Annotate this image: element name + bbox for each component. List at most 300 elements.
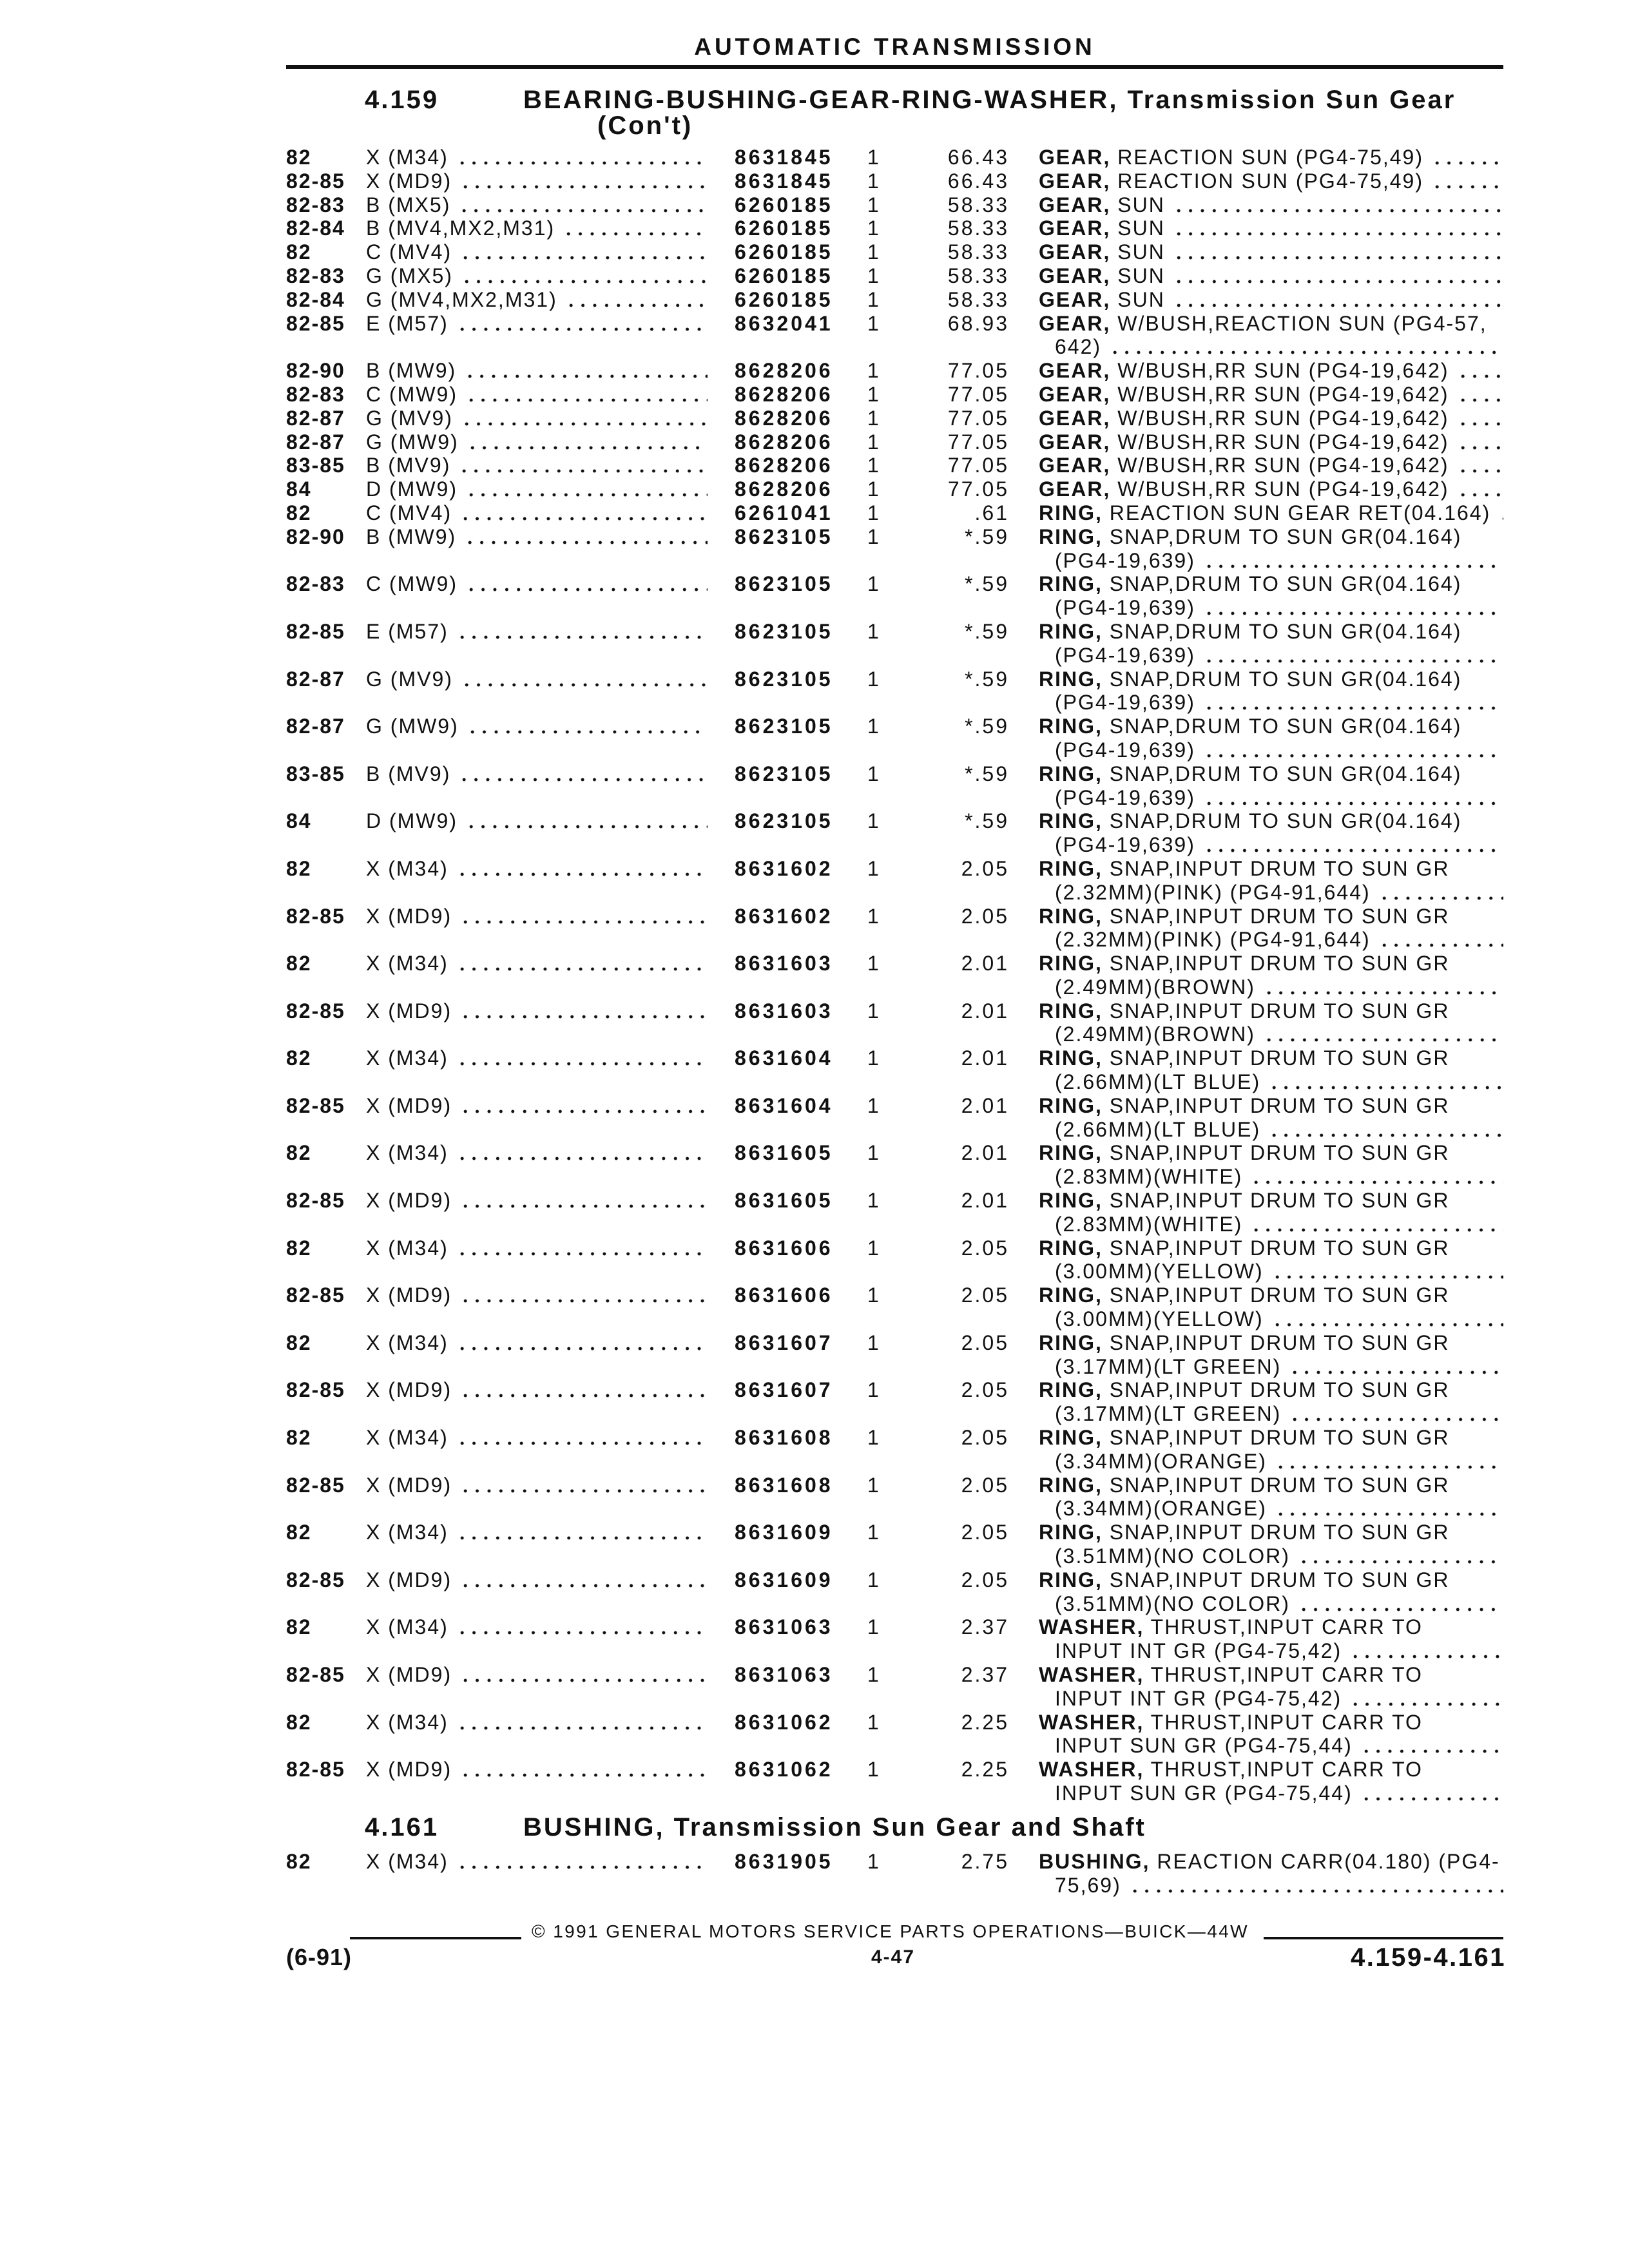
row-application-cell (366, 1378, 735, 1426)
row-price: 2.75 (961, 1849, 1009, 1873)
row-description-continuation-line (1039, 335, 1503, 359)
row-description-continued: (3.51MM)(NO COLOR) (1055, 1591, 1290, 1615)
leader-dots (1431, 146, 1503, 169)
row-price: *.59 (965, 619, 1009, 643)
row-part-number: 8631845 (735, 146, 833, 169)
leader-dots (1271, 1260, 1503, 1283)
row-description-continuation-line (1039, 928, 1503, 952)
row-model-years: 82-90 (286, 359, 345, 383)
row-application-cell (366, 1236, 735, 1284)
row-application-code: D (MW9) (366, 477, 458, 501)
row-description-continuation-line (1039, 1165, 1503, 1189)
row-price: *.59 (965, 762, 1009, 785)
row-application-cell (366, 312, 735, 360)
leader-dots (467, 430, 708, 454)
row-part-number: 8623105 (735, 572, 833, 596)
row-quantity: 1 (867, 1758, 880, 1782)
leader-dots (1109, 335, 1503, 359)
row-description-continuation-line (1039, 1118, 1503, 1142)
row-item-name: WASHER, (1039, 1663, 1144, 1686)
row-description-continuation-line (1039, 1687, 1503, 1711)
row-description: SNAP,DRUM TO SUN GR(04.164) (1109, 715, 1462, 738)
leader-dots (459, 1094, 708, 1118)
row-quantity: 1 (867, 999, 880, 1023)
row-description-line (1039, 525, 1503, 549)
row-description-text (1039, 359, 1449, 383)
row-application-code: B (MV9) (366, 454, 451, 477)
row-application-cell (366, 146, 735, 169)
row-description-line (1039, 501, 1503, 525)
row-model-years: 83-85 (286, 762, 345, 785)
row-part-number: 8623105 (735, 667, 833, 691)
row-part-number: 8628206 (735, 477, 833, 501)
row-description-continuation-line (1039, 1497, 1503, 1521)
row-description: W/BUSH,RR SUN (PG4-19,642) (1117, 477, 1449, 501)
part-row (286, 1189, 1503, 1236)
part-row (286, 668, 1503, 715)
row-price: 2.25 (961, 1758, 1009, 1782)
row-model-years: 82-85 (286, 311, 345, 335)
leader-dots (563, 216, 708, 240)
row-description-line (1039, 193, 1503, 217)
row-description-text (1039, 905, 1450, 928)
row-description-continued: (3.34MM)(ORANGE) (1055, 1497, 1267, 1521)
row-description: W/BUSH,RR SUN (PG4-19,642) (1117, 382, 1449, 406)
part-row (286, 1426, 1503, 1474)
part-row (286, 430, 1503, 454)
row-item-name: RING, (1039, 1426, 1103, 1450)
row-application-code: X (M34) (366, 1615, 448, 1639)
part-row (286, 1568, 1503, 1616)
row-application-cell (366, 952, 735, 999)
row-price: 2.05 (961, 904, 1009, 928)
row-description-line (1039, 477, 1503, 501)
row-description-cell (1009, 216, 1503, 240)
part-row (286, 312, 1503, 360)
row-application-code: B (MW9) (366, 359, 457, 383)
row-description-continuation-line (1039, 1450, 1503, 1474)
row-application-code: G (MV9) (366, 667, 453, 691)
row-model-years: 82-83 (286, 193, 345, 216)
row-description-line (1039, 1521, 1503, 1544)
leader-dots (461, 264, 708, 288)
parts-table (286, 1850, 1503, 1898)
row-part-number: 6261041 (735, 501, 833, 524)
row-application-code: B (MV9) (366, 762, 451, 785)
row-item-name: BUSHING, (1039, 1849, 1150, 1873)
row-application-cell (366, 1615, 735, 1663)
row-application-code: E (M57) (366, 311, 448, 335)
row-description-continued: (3.00MM)(YELLOW) (1055, 1307, 1264, 1331)
row-quantity: 1 (867, 1615, 880, 1639)
row-description-continuation-line (1039, 975, 1503, 999)
row-item-name: RING, (1039, 715, 1103, 738)
row-description: SNAP,INPUT DRUM TO SUN GR (1109, 1568, 1450, 1591)
row-item-name: GEAR, (1039, 477, 1111, 501)
row-description: SUN (1117, 216, 1165, 240)
row-description-continuation-line (1039, 1213, 1503, 1236)
row-description-continuation-line (1039, 1023, 1503, 1046)
leader-dots (1203, 691, 1503, 715)
row-item-name: RING, (1039, 1331, 1103, 1354)
header-rule (286, 65, 1503, 69)
row-model-years: 82 (286, 1141, 312, 1165)
row-application-code: X (MD9) (366, 1378, 452, 1402)
row-description-cell (1009, 169, 1503, 193)
row-part-number: 8631603 (735, 952, 833, 975)
section-number: 4.159 (365, 86, 439, 114)
row-quantity: 1 (867, 1093, 880, 1117)
part-row (286, 905, 1503, 952)
row-description: SNAP,INPUT DRUM TO SUN GR (1109, 1521, 1450, 1544)
row-description-line (1039, 1378, 1503, 1402)
row-description-cell (1009, 762, 1503, 810)
footer-copyright-line (350, 1920, 1503, 1943)
leader-dots (1203, 644, 1503, 668)
row-description: REACTION SUN (PG4-75,49) (1117, 146, 1423, 169)
row-application-code: X (MD9) (366, 1283, 452, 1307)
row-price: 2.05 (961, 856, 1009, 880)
catalog-content (286, 87, 1503, 1897)
leader-dots (456, 1236, 708, 1260)
leader-dots (465, 383, 708, 407)
row-application-cell (366, 1189, 735, 1236)
row-description-continuation-line (1039, 738, 1503, 762)
row-quantity: 1 (867, 169, 880, 193)
row-description-cell (1009, 1283, 1503, 1331)
row-description-text (1039, 454, 1449, 477)
leader-dots (459, 1474, 708, 1497)
row-price: *.59 (965, 667, 1009, 691)
leader-dots (1263, 975, 1503, 999)
row-model-years: 82 (286, 240, 312, 264)
row-description: SUN (1117, 264, 1165, 287)
row-application-cell (366, 715, 735, 762)
row-description: W/BUSH,RR SUN (PG4-19,642) (1117, 430, 1449, 454)
row-description: SNAP,DRUM TO SUN GR(04.164) (1109, 762, 1462, 785)
row-application-cell (366, 809, 735, 857)
leader-dots (1203, 786, 1503, 810)
row-description-line (1039, 146, 1503, 169)
row-price: *.59 (965, 572, 1009, 596)
row-item-name: WASHER, (1039, 1758, 1144, 1782)
section-title: BEARING-BUSHING-GEAR-RING-WASHER, Transmission Sun Gear (523, 86, 1456, 114)
row-price: *.59 (965, 715, 1009, 738)
row-model-years: 82-85 (286, 1758, 345, 1782)
row-application-code: B (MX5) (366, 193, 451, 216)
row-description-line (1039, 288, 1503, 312)
row-description: SNAP,INPUT DRUM TO SUN GR (1109, 1046, 1450, 1070)
row-description-continuation-line (1039, 1544, 1503, 1568)
row-quantity: 1 (867, 240, 880, 264)
row-part-number: 8631604 (735, 1093, 833, 1117)
part-row (286, 169, 1503, 193)
row-description: SNAP,INPUT DRUM TO SUN GR (1109, 952, 1450, 975)
row-description: SNAP,INPUT DRUM TO SUN GR (1109, 999, 1450, 1023)
row-part-number: 8631607 (735, 1331, 833, 1354)
leader-dots (456, 1711, 708, 1735)
leader-dots (456, 1331, 708, 1355)
row-description-line (1039, 264, 1503, 288)
row-description: SNAP,INPUT DRUM TO SUN GR (1109, 1236, 1450, 1260)
leader-dots (1457, 477, 1503, 501)
part-row (286, 264, 1503, 288)
row-model-years: 82 (286, 1710, 312, 1734)
row-description-cell (1009, 1474, 1503, 1521)
leader-dots (456, 620, 708, 644)
row-description-continuation-line (1039, 833, 1503, 857)
row-application-cell (366, 430, 735, 454)
row-application-code: G (MX5) (366, 264, 453, 287)
row-description-continued: (2.83MM)(WHITE) (1055, 1212, 1243, 1236)
leader-dots (456, 857, 708, 881)
part-row (286, 1711, 1503, 1758)
part-row (286, 501, 1503, 525)
leader-dots (461, 668, 708, 691)
row-item-name: RING, (1039, 1568, 1103, 1591)
row-price: 58.33 (947, 287, 1009, 311)
row-description-text (1039, 1378, 1450, 1402)
row-description-cell (1009, 1236, 1503, 1284)
row-description-cell (1009, 620, 1503, 668)
row-description-cell (1009, 312, 1503, 360)
row-description-text (1039, 1283, 1450, 1307)
leader-dots (458, 762, 708, 786)
row-part-number: 8631845 (735, 169, 833, 193)
row-item-name: RING, (1039, 667, 1103, 691)
row-application-code: X (MD9) (366, 1663, 452, 1686)
row-description-cell (1009, 264, 1503, 288)
row-model-years: 82 (286, 1521, 312, 1544)
leader-dots (1203, 833, 1503, 857)
row-price: 2.05 (961, 1378, 1009, 1402)
part-row (286, 146, 1503, 169)
leader-dots (456, 1046, 708, 1070)
row-description-continued: (3.17MM)(LT GREEN) (1055, 1402, 1282, 1426)
row-description-cell (1009, 501, 1503, 525)
row-description-line (1039, 905, 1503, 928)
row-application-cell (366, 857, 735, 905)
row-price: 66.43 (947, 146, 1009, 169)
row-quantity: 1 (867, 146, 880, 169)
row-quantity: 1 (867, 1849, 880, 1873)
row-description: W/BUSH,RR SUN (PG4-19,642) (1117, 454, 1449, 477)
part-row (286, 1663, 1503, 1711)
row-application-cell (366, 1474, 735, 1521)
row-item-name: GEAR, (1039, 146, 1111, 169)
row-description-continued: 642) (1055, 335, 1102, 359)
row-description-cell (1009, 407, 1503, 430)
row-application-cell (366, 264, 735, 288)
row-description: SNAP,INPUT DRUM TO SUN GR (1109, 1189, 1450, 1213)
row-description-continued: (PG4-19,639) (1055, 643, 1195, 667)
row-item-name: GEAR, (1039, 311, 1111, 335)
row-description-text (1039, 1474, 1450, 1497)
part-row (286, 240, 1503, 264)
row-item-name: GEAR, (1039, 193, 1111, 216)
row-item-name: GEAR, (1039, 169, 1111, 193)
row-description-continuation-line (1039, 596, 1503, 620)
part-row (286, 952, 1503, 999)
leader-dots (459, 999, 708, 1023)
row-model-years: 82-85 (286, 169, 345, 193)
part-row (286, 1758, 1503, 1805)
row-description-text (1039, 952, 1450, 975)
row-application-cell (366, 1521, 735, 1568)
leader-dots (459, 1758, 708, 1782)
leader-dots (464, 359, 708, 383)
leader-dots (1271, 1307, 1503, 1331)
row-description-continued: (3.17MM)(LT GREEN) (1055, 1354, 1282, 1378)
row-description-text (1039, 999, 1450, 1023)
row-application-code: G (MV4,MX2,M31) (366, 287, 557, 311)
leader-dots (1268, 1118, 1503, 1142)
row-description-continued: (2.66MM)(LT BLUE) (1055, 1070, 1261, 1094)
part-row (286, 809, 1503, 857)
row-quantity: 1 (867, 856, 880, 880)
row-application-cell (366, 1850, 735, 1898)
leader-dots (456, 1850, 708, 1874)
row-application-code: X (MD9) (366, 999, 452, 1023)
row-price: 2.05 (961, 1283, 1009, 1307)
row-quantity: 1 (867, 952, 880, 975)
leader-dots (1457, 430, 1503, 454)
row-application-code: E (M57) (366, 619, 448, 643)
row-description: THRUST,INPUT CARR TO (1150, 1615, 1423, 1639)
row-description: W/BUSH,RR SUN (PG4-19,642) (1117, 359, 1449, 383)
row-price: 2.01 (961, 1141, 1009, 1165)
row-description-text (1039, 288, 1165, 312)
row-description-line (1039, 240, 1503, 264)
row-item-name: RING, (1039, 1521, 1103, 1544)
row-description-text (1039, 1711, 1423, 1735)
row-description-text (1039, 1094, 1450, 1118)
row-description-cell (1009, 383, 1503, 407)
part-row (286, 525, 1503, 573)
row-description-cell (1009, 1094, 1503, 1142)
row-application-code: X (MD9) (366, 1473, 452, 1497)
row-description-continuation-line (1039, 1307, 1503, 1331)
leader-dots (456, 1521, 708, 1544)
row-description-text (1039, 809, 1461, 833)
row-quantity: 1 (867, 264, 880, 287)
row-part-number: 8631609 (735, 1521, 833, 1544)
row-application-cell (366, 1046, 735, 1094)
row-description: SNAP,DRUM TO SUN GR(04.164) (1109, 572, 1462, 596)
part-row (286, 762, 1503, 810)
row-application-cell (366, 1711, 735, 1758)
row-application-code: X (M34) (366, 1331, 448, 1354)
row-description-line (1039, 620, 1503, 644)
row-description-cell (1009, 1046, 1503, 1094)
row-description-line (1039, 169, 1503, 193)
row-description-line (1039, 809, 1503, 833)
leader-dots (1457, 454, 1503, 477)
row-description-text (1039, 1663, 1423, 1687)
row-quantity: 1 (867, 1710, 880, 1734)
leader-dots (1298, 1544, 1503, 1568)
row-model-years: 82-85 (286, 1473, 345, 1497)
row-description-line (1039, 359, 1503, 383)
row-application-cell (366, 668, 735, 715)
row-price: 77.05 (947, 430, 1009, 454)
row-application-code: X (MD9) (366, 1093, 452, 1117)
part-row (286, 359, 1503, 383)
row-application-cell (366, 454, 735, 477)
row-price: 2.05 (961, 1236, 1009, 1260)
part-row (286, 288, 1503, 312)
row-model-years: 82-85 (286, 619, 345, 643)
row-application-code: X (M34) (366, 856, 448, 880)
part-row (286, 1283, 1503, 1331)
row-price: 58.33 (947, 240, 1009, 264)
leader-dots (1203, 596, 1503, 620)
row-description-continued: (PG4-19,639) (1055, 596, 1195, 620)
row-description-line (1039, 952, 1503, 975)
row-item-name: RING, (1039, 1141, 1103, 1165)
row-description-line (1039, 430, 1503, 454)
row-description-continued: INPUT INT GR (PG4-75,42) (1055, 1686, 1342, 1710)
row-description-cell (1009, 240, 1503, 264)
row-application-cell (366, 216, 735, 240)
row-model-years: 82 (286, 952, 312, 975)
footer-copyright: © 1991 GENERAL MOTORS SERVICE PARTS OPERATIONS—BUICK—44W (532, 1921, 1249, 1941)
part-row (286, 1046, 1503, 1094)
row-description-text (1039, 762, 1461, 786)
row-description: SNAP,INPUT DRUM TO SUN GR (1109, 1426, 1450, 1450)
leader-dots (456, 146, 708, 169)
row-application-code: B (MW9) (366, 524, 457, 548)
row-part-number: 8628206 (735, 406, 833, 430)
row-part-number: 8628206 (735, 430, 833, 454)
row-description-continued: (2.83MM)(WHITE) (1055, 1165, 1243, 1189)
row-application-code: C (MV4) (366, 240, 452, 264)
row-model-years: 82-87 (286, 430, 345, 454)
row-application-code: C (MV4) (366, 501, 452, 524)
row-quantity: 1 (867, 477, 880, 501)
leader-dots (1263, 1023, 1503, 1046)
row-item-name: RING, (1039, 952, 1103, 975)
leader-dots (459, 1189, 708, 1213)
row-application-cell (366, 525, 735, 573)
row-price: 77.05 (947, 406, 1009, 430)
part-row (286, 999, 1503, 1047)
row-description-text (1039, 1141, 1450, 1165)
row-description-continuation-line (1039, 1592, 1503, 1616)
row-description-cell (1009, 809, 1503, 857)
row-item-name: RING, (1039, 1093, 1103, 1117)
row-description-continued: (PG4-19,639) (1055, 738, 1195, 762)
row-description-text (1039, 1568, 1450, 1592)
section-number: 4.161 (365, 1812, 439, 1841)
row-application-code: X (MD9) (366, 904, 452, 928)
part-row (286, 1236, 1503, 1284)
row-description: SNAP,DRUM TO SUN GR(04.164) (1109, 619, 1462, 643)
row-model-years: 82-87 (286, 715, 345, 738)
row-description-text (1039, 216, 1165, 240)
row-description-continued: 75,69) (1055, 1873, 1121, 1897)
row-description-continued: (3.34MM)(ORANGE) (1055, 1449, 1267, 1473)
row-description: W/BUSH,RR SUN (PG4-19,642) (1117, 406, 1449, 430)
row-application-code: X (M34) (366, 1236, 448, 1260)
row-application-cell (366, 1094, 735, 1142)
row-item-name: RING, (1039, 1283, 1103, 1307)
row-price: 2.05 (961, 1521, 1009, 1544)
leader-dots (459, 1378, 708, 1402)
row-price: 2.01 (961, 1046, 1009, 1070)
row-quantity: 1 (867, 216, 880, 240)
part-row (286, 715, 1503, 762)
